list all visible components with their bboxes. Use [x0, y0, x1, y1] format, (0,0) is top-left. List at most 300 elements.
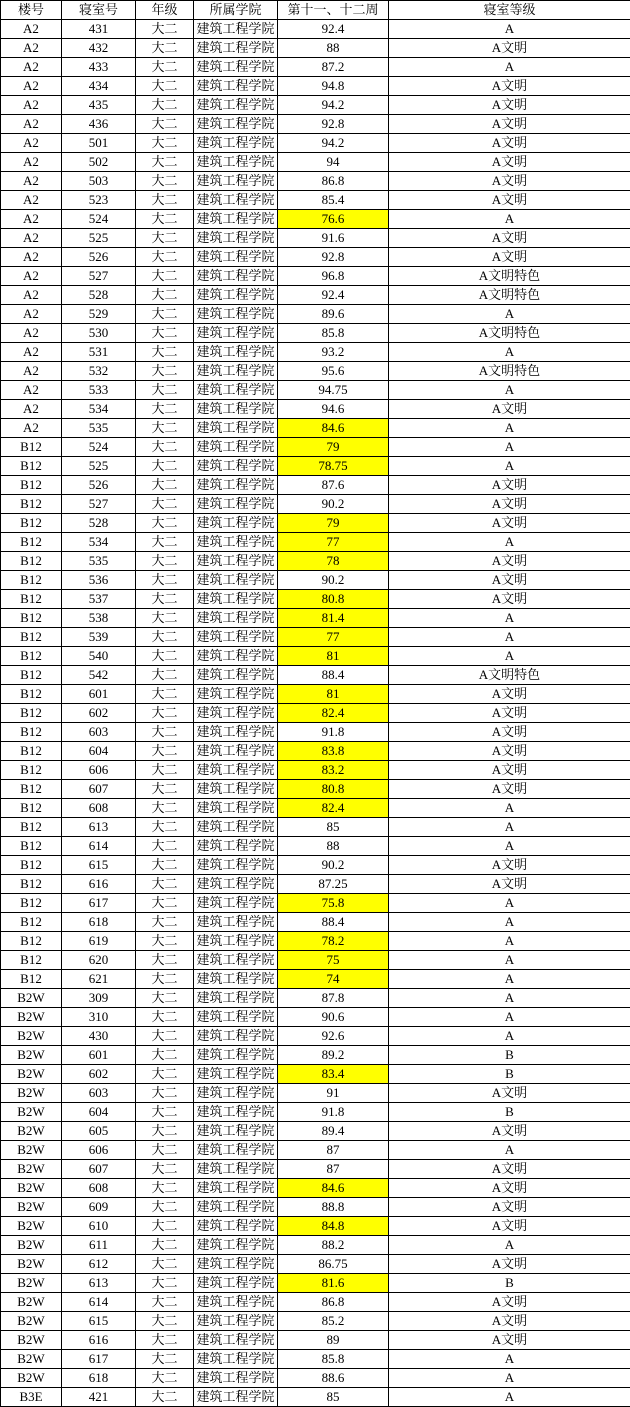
level-cell: A: [389, 457, 630, 476]
college-cell: 建筑工程学院: [194, 799, 278, 818]
room-cell: 527: [62, 495, 136, 514]
college-cell: 建筑工程学院: [194, 533, 278, 552]
college-cell: 建筑工程学院: [194, 77, 278, 96]
building-cell: B12: [1, 533, 62, 552]
table-body: [1, 20, 630, 1407]
header-score-weeks: 第十一、十二周: [278, 1, 389, 20]
grade-cell: 大二: [136, 1312, 194, 1331]
level-cell: A文明: [389, 495, 630, 514]
building-cell: B12: [1, 951, 62, 970]
level-cell: A文明: [389, 685, 630, 704]
college-cell: 建筑工程学院: [194, 172, 278, 191]
score-cell: 85.8: [278, 1350, 389, 1369]
level-cell: B: [389, 1046, 630, 1065]
grade-cell: 大二: [136, 248, 194, 267]
table-row: [1, 438, 630, 457]
level-cell: A: [389, 628, 630, 647]
level-cell: A: [389, 1027, 630, 1046]
level-cell: A文明: [389, 571, 630, 590]
score-cell: 89.2: [278, 1046, 389, 1065]
score-cell: 84.8: [278, 1217, 389, 1236]
score-cell: 78.2: [278, 932, 389, 951]
room-cell: 502: [62, 153, 136, 172]
score-cell: 81: [278, 647, 389, 666]
building-cell: B12: [1, 647, 62, 666]
table-row: [1, 761, 630, 780]
level-cell: A: [389, 894, 630, 913]
room-cell: 503: [62, 172, 136, 191]
level-cell: A文明: [389, 552, 630, 571]
level-cell: A: [389, 58, 630, 77]
room-cell: 524: [62, 210, 136, 229]
table-row: [1, 533, 630, 552]
grade-cell: 大二: [136, 514, 194, 533]
room-cell: 609: [62, 1198, 136, 1217]
level-cell: B: [389, 1065, 630, 1084]
score-cell: 94.75: [278, 381, 389, 400]
room-cell: 607: [62, 780, 136, 799]
table-row: [1, 1027, 630, 1046]
building-cell: A2: [1, 77, 62, 96]
score-cell: 81.6: [278, 1274, 389, 1293]
score-cell: 75: [278, 951, 389, 970]
room-cell: 617: [62, 1350, 136, 1369]
building-cell: B12: [1, 837, 62, 856]
header-college: 所属学院: [194, 1, 278, 20]
grade-cell: 大二: [136, 305, 194, 324]
table-row: [1, 856, 630, 875]
building-cell: B2W: [1, 1331, 62, 1350]
college-cell: 建筑工程学院: [194, 210, 278, 229]
room-cell: 610: [62, 1217, 136, 1236]
room-cell: 537: [62, 590, 136, 609]
table-row: [1, 989, 630, 1008]
level-cell: A文明: [389, 476, 630, 495]
college-cell: 建筑工程学院: [194, 58, 278, 77]
college-cell: 建筑工程学院: [194, 1160, 278, 1179]
grade-cell: 大二: [136, 666, 194, 685]
building-cell: A2: [1, 115, 62, 134]
score-cell: 86.8: [278, 1293, 389, 1312]
college-cell: 建筑工程学院: [194, 1046, 278, 1065]
room-cell: 617: [62, 894, 136, 913]
table-row: [1, 115, 630, 134]
building-cell: B2W: [1, 1198, 62, 1217]
level-cell: A: [389, 305, 630, 324]
room-cell: 540: [62, 647, 136, 666]
grade-cell: 大二: [136, 1141, 194, 1160]
building-cell: B2W: [1, 1369, 62, 1388]
table-row: [1, 476, 630, 495]
grade-cell: 大二: [136, 210, 194, 229]
level-cell: A文明: [389, 153, 630, 172]
building-cell: A2: [1, 191, 62, 210]
grade-cell: 大二: [136, 438, 194, 457]
college-cell: 建筑工程学院: [194, 894, 278, 913]
table-row: [1, 39, 630, 58]
college-cell: 建筑工程学院: [194, 438, 278, 457]
table-row: [1, 723, 630, 742]
building-cell: A2: [1, 400, 62, 419]
room-cell: 603: [62, 1084, 136, 1103]
building-cell: B12: [1, 552, 62, 571]
table-row: [1, 1179, 630, 1198]
score-cell: 85: [278, 818, 389, 837]
level-cell: A: [389, 609, 630, 628]
table-row: [1, 419, 630, 438]
score-cell: 88.2: [278, 1236, 389, 1255]
building-cell: B12: [1, 932, 62, 951]
header-grade: 年级: [136, 1, 194, 20]
college-cell: 建筑工程学院: [194, 837, 278, 856]
building-cell: A2: [1, 39, 62, 58]
room-cell: 534: [62, 533, 136, 552]
college-cell: 建筑工程学院: [194, 267, 278, 286]
room-cell: 605: [62, 1122, 136, 1141]
room-cell: 613: [62, 818, 136, 837]
level-cell: A文明: [389, 1122, 630, 1141]
grade-cell: 大二: [136, 970, 194, 989]
header-row: [1, 1, 630, 20]
score-cell: 96.8: [278, 267, 389, 286]
building-cell: B2W: [1, 1065, 62, 1084]
level-cell: A文明: [389, 400, 630, 419]
level-cell: A: [389, 989, 630, 1008]
score-cell: 79: [278, 514, 389, 533]
building-cell: B12: [1, 609, 62, 628]
grade-cell: 大二: [136, 96, 194, 115]
building-cell: B12: [1, 476, 62, 495]
room-cell: 434: [62, 77, 136, 96]
level-cell: A: [389, 799, 630, 818]
table-row: [1, 628, 630, 647]
room-cell: 619: [62, 932, 136, 951]
table-row: [1, 457, 630, 476]
table-row: [1, 780, 630, 799]
college-cell: 建筑工程学院: [194, 1236, 278, 1255]
table-row: [1, 362, 630, 381]
score-cell: 76.6: [278, 210, 389, 229]
room-cell: 613: [62, 1274, 136, 1293]
building-cell: B12: [1, 590, 62, 609]
college-cell: 建筑工程学院: [194, 457, 278, 476]
level-cell: A文明特色: [389, 362, 630, 381]
score-cell: 77: [278, 628, 389, 647]
building-cell: B12: [1, 970, 62, 989]
score-cell: 87.2: [278, 58, 389, 77]
score-cell: 91: [278, 1084, 389, 1103]
college-cell: 建筑工程学院: [194, 1179, 278, 1198]
building-cell: B12: [1, 818, 62, 837]
room-cell: 620: [62, 951, 136, 970]
grade-cell: 大二: [136, 552, 194, 571]
college-cell: 建筑工程学院: [194, 134, 278, 153]
room-cell: 615: [62, 856, 136, 875]
score-cell: 88: [278, 837, 389, 856]
grade-cell: 大二: [136, 1065, 194, 1084]
table-row: [1, 229, 630, 248]
college-cell: 建筑工程学院: [194, 1388, 278, 1407]
college-cell: 建筑工程学院: [194, 1274, 278, 1293]
building-cell: B2W: [1, 1084, 62, 1103]
level-cell: A文明: [389, 1331, 630, 1350]
grade-cell: 大二: [136, 989, 194, 1008]
building-cell: A2: [1, 362, 62, 381]
room-cell: 528: [62, 514, 136, 533]
room-cell: 524: [62, 438, 136, 457]
building-cell: A2: [1, 210, 62, 229]
table-row: [1, 951, 630, 970]
grade-cell: 大二: [136, 1046, 194, 1065]
table-row: [1, 267, 630, 286]
college-cell: 建筑工程学院: [194, 1103, 278, 1122]
table-row: [1, 1293, 630, 1312]
grade-cell: 大二: [136, 590, 194, 609]
table-row: [1, 1008, 630, 1027]
room-cell: 435: [62, 96, 136, 115]
building-cell: A2: [1, 305, 62, 324]
building-cell: B12: [1, 742, 62, 761]
level-cell: A: [389, 647, 630, 666]
college-cell: 建筑工程学院: [194, 343, 278, 362]
level-cell: A文明: [389, 1179, 630, 1198]
building-cell: B12: [1, 685, 62, 704]
building-cell: B2W: [1, 1122, 62, 1141]
college-cell: 建筑工程学院: [194, 1027, 278, 1046]
building-cell: A2: [1, 96, 62, 115]
college-cell: 建筑工程学院: [194, 1084, 278, 1103]
header-building: 楼号: [1, 1, 62, 20]
header-level: 寝室等级: [389, 1, 630, 20]
score-cell: 91.8: [278, 1103, 389, 1122]
building-cell: B2W: [1, 1236, 62, 1255]
level-cell: A: [389, 20, 630, 39]
table-row: [1, 172, 630, 191]
score-cell: 80.8: [278, 590, 389, 609]
level-cell: A文明: [389, 590, 630, 609]
room-cell: 621: [62, 970, 136, 989]
score-cell: 82.4: [278, 704, 389, 723]
college-cell: 建筑工程学院: [194, 419, 278, 438]
grade-cell: 大二: [136, 1160, 194, 1179]
table-row: [1, 400, 630, 419]
grade-cell: 大二: [136, 172, 194, 191]
table-row: [1, 286, 630, 305]
table-row: [1, 590, 630, 609]
college-cell: 建筑工程学院: [194, 742, 278, 761]
level-cell: A: [389, 438, 630, 457]
score-cell: 94.8: [278, 77, 389, 96]
grade-cell: 大二: [136, 1198, 194, 1217]
level-cell: A: [389, 1141, 630, 1160]
room-cell: 602: [62, 1065, 136, 1084]
score-cell: 88.8: [278, 1198, 389, 1217]
level-cell: A文明: [389, 1198, 630, 1217]
table-row: [1, 1084, 630, 1103]
grade-cell: 大二: [136, 1179, 194, 1198]
score-cell: 83.2: [278, 761, 389, 780]
building-cell: A2: [1, 267, 62, 286]
score-cell: 88.6: [278, 1369, 389, 1388]
building-cell: B2W: [1, 1274, 62, 1293]
room-cell: 612: [62, 1255, 136, 1274]
table-row: [1, 799, 630, 818]
college-cell: 建筑工程学院: [194, 818, 278, 837]
building-cell: B2W: [1, 1293, 62, 1312]
table-row: [1, 875, 630, 894]
building-cell: A2: [1, 286, 62, 305]
room-cell: 436: [62, 115, 136, 134]
grade-cell: 大二: [136, 894, 194, 913]
score-cell: 86.8: [278, 172, 389, 191]
table-row: [1, 1388, 630, 1407]
room-cell: 538: [62, 609, 136, 628]
grade-cell: 大二: [136, 191, 194, 210]
grade-cell: 大二: [136, 20, 194, 39]
building-cell: B12: [1, 628, 62, 647]
grade-cell: 大二: [136, 77, 194, 96]
college-cell: 建筑工程学院: [194, 970, 278, 989]
score-cell: 91.8: [278, 723, 389, 742]
room-cell: 532: [62, 362, 136, 381]
score-cell: 89.6: [278, 305, 389, 324]
score-cell: 88.4: [278, 913, 389, 932]
grade-cell: 大二: [136, 533, 194, 552]
table-row: [1, 305, 630, 324]
college-cell: 建筑工程学院: [194, 1331, 278, 1350]
level-cell: A: [389, 210, 630, 229]
header-room: 寝室号: [62, 1, 136, 20]
grade-cell: 大二: [136, 1350, 194, 1369]
college-cell: 建筑工程学院: [194, 248, 278, 267]
room-cell: 614: [62, 1293, 136, 1312]
table-row: [1, 1217, 630, 1236]
college-cell: 建筑工程学院: [194, 400, 278, 419]
level-cell: A文明: [389, 229, 630, 248]
score-cell: 78.75: [278, 457, 389, 476]
grade-cell: 大二: [136, 1255, 194, 1274]
building-cell: B3E: [1, 1388, 62, 1407]
level-cell: A文明: [389, 172, 630, 191]
score-cell: 92.4: [278, 286, 389, 305]
grade-cell: 大二: [136, 1293, 194, 1312]
grade-cell: 大二: [136, 1217, 194, 1236]
table-row: [1, 1350, 630, 1369]
college-cell: 建筑工程学院: [194, 381, 278, 400]
room-cell: 602: [62, 704, 136, 723]
level-cell: A文明: [389, 704, 630, 723]
table-row: [1, 970, 630, 989]
college-cell: 建筑工程学院: [194, 989, 278, 1008]
level-cell: A文明: [389, 856, 630, 875]
college-cell: 建筑工程学院: [194, 856, 278, 875]
grade-cell: 大二: [136, 685, 194, 704]
building-cell: A2: [1, 381, 62, 400]
room-cell: 431: [62, 20, 136, 39]
college-cell: 建筑工程学院: [194, 704, 278, 723]
room-cell: 608: [62, 1179, 136, 1198]
college-cell: 建筑工程学院: [194, 1255, 278, 1274]
grade-cell: 大二: [136, 229, 194, 248]
college-cell: 建筑工程学院: [194, 115, 278, 134]
building-cell: B2W: [1, 1141, 62, 1160]
level-cell: B: [389, 1103, 630, 1122]
building-cell: B12: [1, 438, 62, 457]
room-cell: 616: [62, 1331, 136, 1350]
level-cell: B: [389, 1274, 630, 1293]
college-cell: 建筑工程学院: [194, 96, 278, 115]
college-cell: 建筑工程学院: [194, 20, 278, 39]
table-row: [1, 1198, 630, 1217]
score-cell: 87.6: [278, 476, 389, 495]
score-cell: 81.4: [278, 609, 389, 628]
college-cell: 建筑工程学院: [194, 1369, 278, 1388]
college-cell: 建筑工程学院: [194, 1122, 278, 1141]
level-cell: A文明: [389, 514, 630, 533]
table-row: [1, 96, 630, 115]
building-cell: B12: [1, 514, 62, 533]
building-cell: A2: [1, 172, 62, 191]
level-cell: A文明: [389, 115, 630, 134]
building-cell: B12: [1, 457, 62, 476]
score-cell: 75.8: [278, 894, 389, 913]
table-row: [1, 837, 630, 856]
score-cell: 85.8: [278, 324, 389, 343]
building-cell: B2W: [1, 1160, 62, 1179]
score-cell: 83.8: [278, 742, 389, 761]
room-cell: 421: [62, 1388, 136, 1407]
building-cell: B12: [1, 780, 62, 799]
score-cell: 78: [278, 552, 389, 571]
building-cell: B2W: [1, 1217, 62, 1236]
room-cell: 604: [62, 1103, 136, 1122]
table-row: [1, 685, 630, 704]
grade-cell: 大二: [136, 837, 194, 856]
level-cell: A: [389, 837, 630, 856]
room-cell: 606: [62, 761, 136, 780]
building-cell: B2W: [1, 1350, 62, 1369]
room-cell: 430: [62, 1027, 136, 1046]
grade-cell: 大二: [136, 1388, 194, 1407]
grade-cell: 大二: [136, 875, 194, 894]
score-cell: 89: [278, 1331, 389, 1350]
grade-cell: 大二: [136, 704, 194, 723]
college-cell: 建筑工程学院: [194, 590, 278, 609]
building-cell: B12: [1, 723, 62, 742]
level-cell: A文明: [389, 723, 630, 742]
college-cell: 建筑工程学院: [194, 647, 278, 666]
grade-cell: 大二: [136, 913, 194, 932]
table-row: [1, 20, 630, 39]
score-cell: 88.4: [278, 666, 389, 685]
score-cell: 92.4: [278, 20, 389, 39]
room-cell: 432: [62, 39, 136, 58]
score-cell: 86.75: [278, 1255, 389, 1274]
level-cell: A: [389, 343, 630, 362]
table-row: [1, 134, 630, 153]
score-cell: 90.2: [278, 856, 389, 875]
grade-cell: 大二: [136, 495, 194, 514]
room-cell: 533: [62, 381, 136, 400]
room-cell: 529: [62, 305, 136, 324]
score-cell: 79: [278, 438, 389, 457]
grade-cell: 大二: [136, 723, 194, 742]
college-cell: 建筑工程学院: [194, 362, 278, 381]
grade-cell: 大二: [136, 1084, 194, 1103]
level-cell: A: [389, 1350, 630, 1369]
building-cell: A2: [1, 419, 62, 438]
score-cell: 91.6: [278, 229, 389, 248]
